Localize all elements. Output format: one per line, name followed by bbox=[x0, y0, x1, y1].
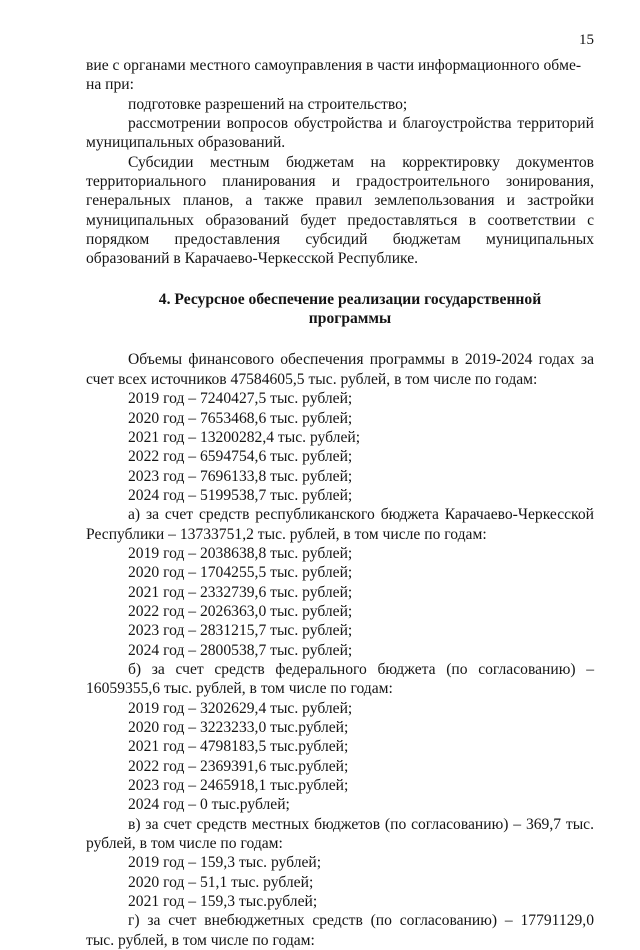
section-heading-line-1: 4. Ресурсное обеспечение реализации государственной bbox=[158, 290, 542, 308]
federal-year-2020: 2020 год – 3223233,0 тыс.рублей; bbox=[128, 719, 349, 736]
federal-year-2023: 2023 год – 2465918,1 тыс.рублей; bbox=[128, 777, 349, 795]
republic-year-2024: 2024 год – 2800538,7 тыс. рублей; bbox=[128, 641, 353, 659]
page-number: 15 bbox=[579, 32, 594, 48]
total-year-2022: 2022 год – 6594754,6 тыс. рублей; bbox=[128, 448, 353, 466]
total-year-2020: 2020 год – 7653468,6 тыс. рублей; bbox=[128, 409, 353, 427]
total-year-2021: 2021 год – 13200282,4 тыс. рублей; bbox=[128, 428, 361, 446]
local-year-2020: 2020 год – 51,1 тыс. рублей; bbox=[128, 873, 314, 891]
total-year-2024: 2024 год – 5199538,7 тыс. рублей; bbox=[128, 486, 353, 504]
total-paragraph: Объемы финансового обеспечения программы в 2019-2024 годах за счет всех источников 47584605,5 тыс. рублей, в том числе по годам: bbox=[86, 351, 594, 388]
intro-line-2: на при: bbox=[86, 76, 134, 94]
federal-year-2021: 2021 год – 4798183,5 тыс.рублей; bbox=[128, 738, 349, 756]
local-paragraph: в) за счет средств местных бюджетов (по согласованию) – 369,7 тыс. рублей, в том числе по годам: bbox=[86, 815, 594, 853]
local-year-2019: 2019 год – 159,3 тыс. рублей; bbox=[128, 854, 322, 872]
republic-year-2023: 2023 год – 2831215,7 тыс. рублей; bbox=[128, 622, 353, 640]
subsidies-paragraph: Субсидии местным бюджетам на корректировку документов территориального планирования и градостроительного зонирования, генеральных планов, а также правил землепользования и застройки муниципальных образований будет предоставляться в соответствии с порядком предоставления субсидий бюджетам муниципальных образований в Карачаево-Черкесской Республике. bbox=[86, 153, 594, 268]
republic-year-2021: 2021 год – 2332739,6 тыс. рублей; bbox=[128, 583, 353, 601]
federal-paragraph: б) за счет средств федерального бюджета (по согласованию) – 16059355,6 тыс. рублей, в том числе по годам: bbox=[86, 660, 594, 698]
intro-item-2: рассмотрении вопросов обустройства и благоустройства территорий муниципальных образований. bbox=[86, 115, 594, 152]
republic-paragraph: а) за счет средств республиканского бюджета Карачаево-Черкесской Республики – 13733751,2 тыс. рублей, в том числе по годам: bbox=[86, 506, 594, 543]
section-heading-line-2: программы bbox=[308, 310, 392, 328]
intro-item-1: подготовке разрешений на строительство; bbox=[128, 95, 408, 113]
total-year-2019: 2019 год – 7240427,5 тыс. рублей; bbox=[128, 390, 353, 408]
section-heading bbox=[86, 290, 594, 329]
republic-year-2020: 2020 год – 1704255,5 тыс. рублей; bbox=[128, 564, 353, 582]
extrabudget-paragraph: г) за счет внебюджетных средств (по согласованию) – 17791129,0 тыс. рублей, в том числе по годам: bbox=[86, 912, 594, 949]
republic-year-2022: 2022 год – 2026363,0 тыс. рублей; bbox=[128, 602, 353, 620]
federal-year-2022: 2022 год – 2369391,6 тыс.рублей; bbox=[128, 757, 349, 775]
federal-year-2024: 2024 год – 0 тыс.рублей; bbox=[128, 796, 290, 814]
republic-year-2019: 2019 год – 2038638,8 тыс. рублей; bbox=[128, 544, 353, 562]
federal-year-2019: 2019 год – 3202629,4 тыс. рублей; bbox=[128, 699, 353, 717]
local-year-2021: 2021 год – 159,3 тыс.рублей; bbox=[128, 893, 318, 911]
intro-line-1: вие с органами местного самоуправления в части информационного обме- bbox=[86, 57, 582, 74]
total-year-2023: 2023 год – 7696133,8 тыс. рублей; bbox=[128, 467, 353, 485]
